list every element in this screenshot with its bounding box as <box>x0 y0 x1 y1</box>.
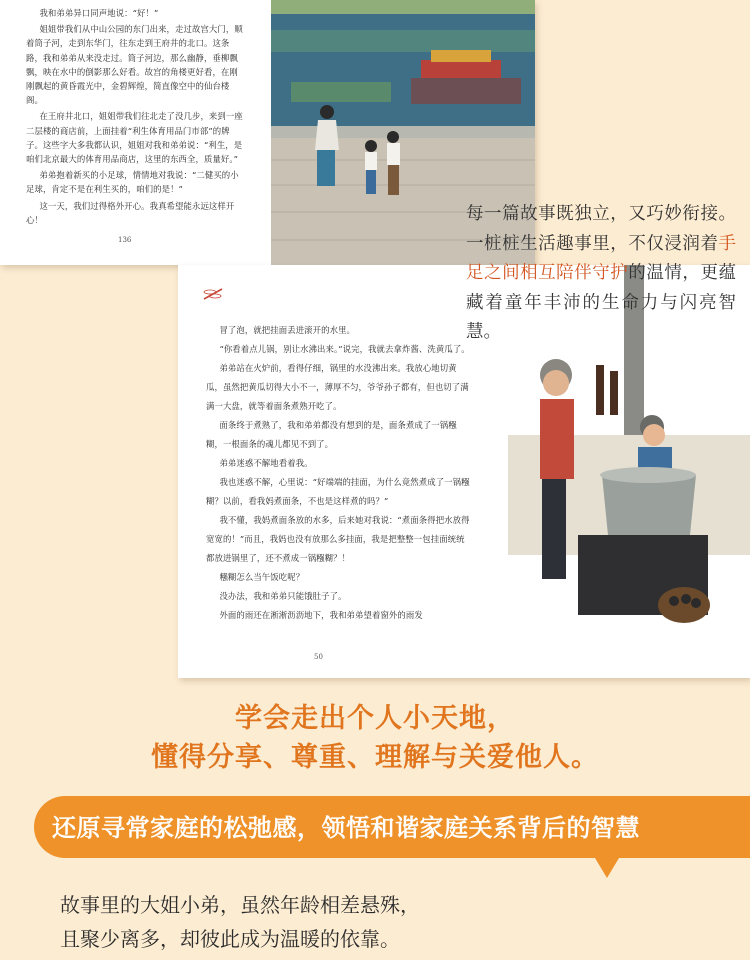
description-text <box>60 888 660 956</box>
slogan-line-1: 学会走出个人小天地， <box>235 703 515 734</box>
description-line-2: 且聚少离多，却彼此成为温暖的依靠。 <box>60 927 400 951</box>
paragraph: 我和弟弟异口同声地说：“好！” <box>39 8 159 18</box>
paragraph: 姐姐带我们从中山公园的东门出来，走过故宫大门，顺着筒子河，走到东华门，往东走到王府井的北口。这条路，我和弟弟从来没走过。筒子河边，那么幽静，垂柳飘飘，映在水中的倒影那么好看。故宫的角楼更好看，在刚刚飘起的黄昏霞光中，金碧辉煌，简直像空中的仙台楼阁。 <box>26 24 243 106</box>
paragraph: “你看着点儿锅，别让水沸出来。”说完，我就去拿炸酱、洗黄瓜了。 <box>219 344 470 354</box>
quote-text: 的温情，更蕴藏着童年丰沛的生命力与闪亮智慧。 <box>466 263 737 342</box>
paragraph: 这一天，我们过得格外开心。我真希望能永远这样开心！ <box>26 200 235 225</box>
quote-highlight: 手足之间相互陪伴守护 <box>466 233 736 283</box>
banner-title: 还原寻常家庭的松弛感，领悟和谐家庭关系背后的智慧 <box>52 813 640 842</box>
paragraph: 我也迷惑不解，心里说：“好端端的挂面，为什么竟然煮成了一锅糨糊？以前，看我妈煮面条，不也是这样煮的吗？” <box>206 477 470 506</box>
paragraph: 没办法，我和弟弟只能饿肚子了。 <box>219 591 347 601</box>
description-line-1: 故事里的大姐小弟，虽然年龄相差悬殊， <box>60 893 420 917</box>
paragraph: 我不懂，我妈煮面条放的水多，后来她对我说：“煮面条得把水放得宽宽的！”而且，我妈也没有放那么多挂面，我是把整整一包挂面统统都放进锅里了，还不煮成一锅糨糊？！ <box>206 515 470 563</box>
page-50-text <box>206 321 472 625</box>
paragraph: 冒了泡，就把挂面丢进滚开的水里。 <box>219 325 356 335</box>
page-number: 50 <box>314 653 323 661</box>
paragraph: 糨糊怎么当午饭吃呢？ <box>219 572 305 582</box>
page-number: 136 <box>118 236 132 244</box>
paragraph: 在王府井北口，姐姐带我们往北走了没几步，来到一座二层楼的商店前，上面挂着“利生体育用品门市部”的牌子。这些字大多我都认识，姐姐对我和弟弟说：“利生，是咱们北京最大的体育用品商店，这里的东西全，质量好。” <box>26 111 243 165</box>
section-banner <box>34 796 750 858</box>
banner-pointer <box>595 858 619 878</box>
slogan-line-2: 懂得分享、尊重、理解与关爱他人。 <box>151 742 599 773</box>
paragraph: 外面的雨还在淅淅沥沥地下，我和弟弟望着窗外的雨发 <box>219 610 423 620</box>
paragraph: 面条终于煮熟了，我和弟弟都没有想到的是，面条煮成了一锅糨糊，一根面条的魂儿都见不到了。 <box>206 420 457 449</box>
paragraph: 弟弟站在火炉前，看得仔细，锅里的水没沸出来。我放心地切黄瓜，虽然把黄瓜切得大小不一，薄厚不匀，爷爷孙子都有，但也切了满满一大盘，就等着面条煮熟开吃了。 <box>206 363 469 411</box>
paragraph: 弟弟迷惑不解地看着我。 <box>219 458 313 468</box>
quote-text: 每一篇故事既独立，又巧妙衔接。一桩桩生活趣事里，不仅浸润着 <box>466 204 736 254</box>
page-136-text <box>26 6 244 229</box>
paragraph: 弟弟抱着新买的小足球，情情地对我说：“二健买的小足球，肯定不是在利生买的，咱们的是！” <box>26 170 239 195</box>
book-page-136 <box>0 0 535 265</box>
dragonfly-icon <box>202 287 224 301</box>
feature-quote <box>466 200 736 348</box>
